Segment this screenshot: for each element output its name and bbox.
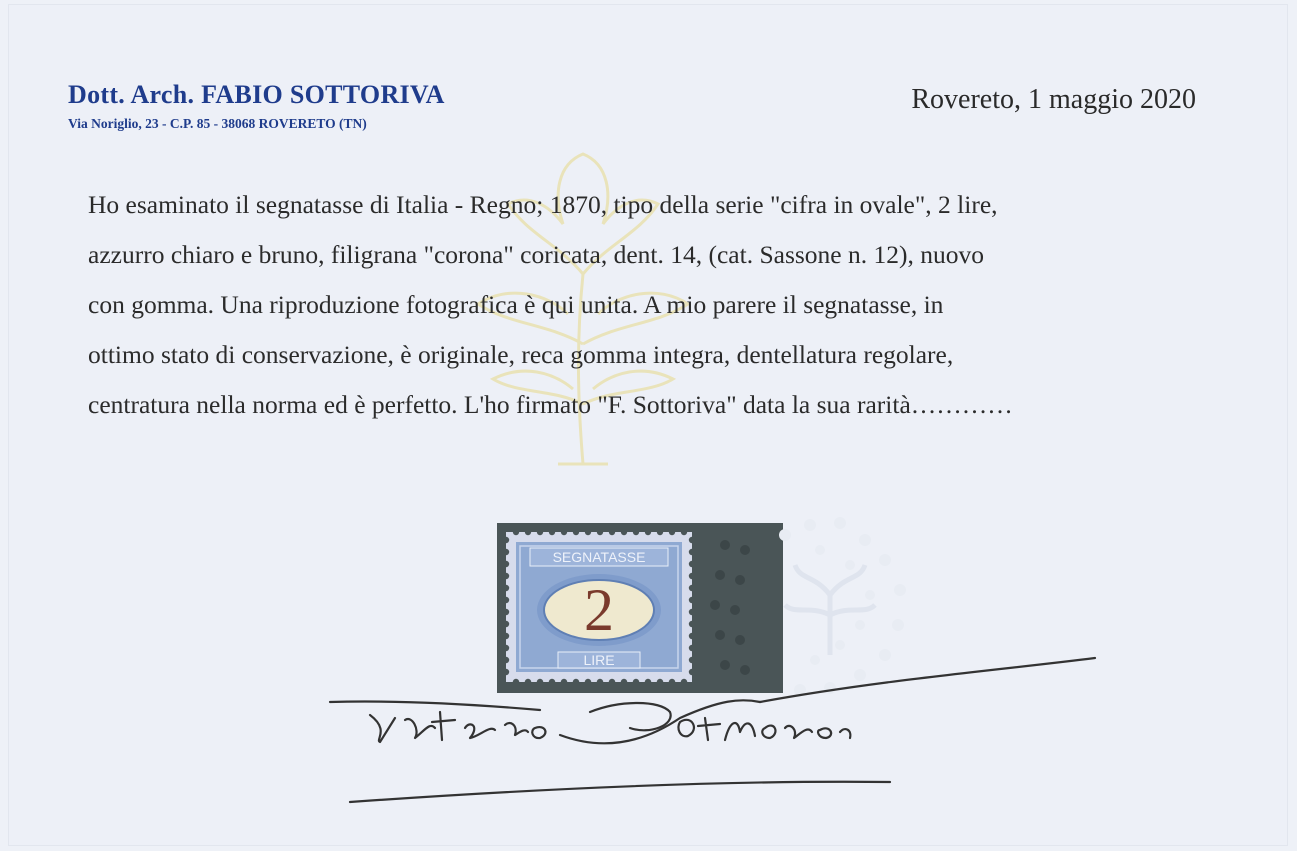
stamp-bottom-label: LIRE <box>583 652 615 668</box>
body-line: con gomma. Una riproduzione fotografica è qui unita. A mio parere il segnatasse, in <box>88 290 944 319</box>
stamp-value: 2 <box>584 577 614 643</box>
handwritten-signature <box>320 640 1110 840</box>
body-line: ottimo stato di conservazione, è originale, reca gomma integra, dentellatura regolare, <box>88 340 954 369</box>
issuer-name: Dott. Arch. FABIO SOTTORIVA <box>68 80 445 109</box>
place-date: Rovereto, 1 maggio 2020 <box>911 84 1196 115</box>
body-line: centratura nella norma ed è perfetto. L'ho firmato "F. Sottoriva" data la sua rarità………… <box>88 390 1013 419</box>
issuer-address: Via Noriglio, 23 - C.P. 85 - 38068 ROVERETO (TN) <box>68 116 367 131</box>
body-line: azzurro chiaro e bruno, filigrana "corona" coricata, dent. 14, (cat. Sassone n. 12), nuovo <box>88 240 984 269</box>
issuer-header <box>68 80 445 132</box>
certificate-body <box>88 180 1202 430</box>
stamp-top-label: SEGNATASSE <box>552 549 646 565</box>
body-line: Ho esaminato il segnatasse di Italia - Regno; 1870, tipo della serie "cifra in ovale", 2 lire, <box>88 190 998 219</box>
